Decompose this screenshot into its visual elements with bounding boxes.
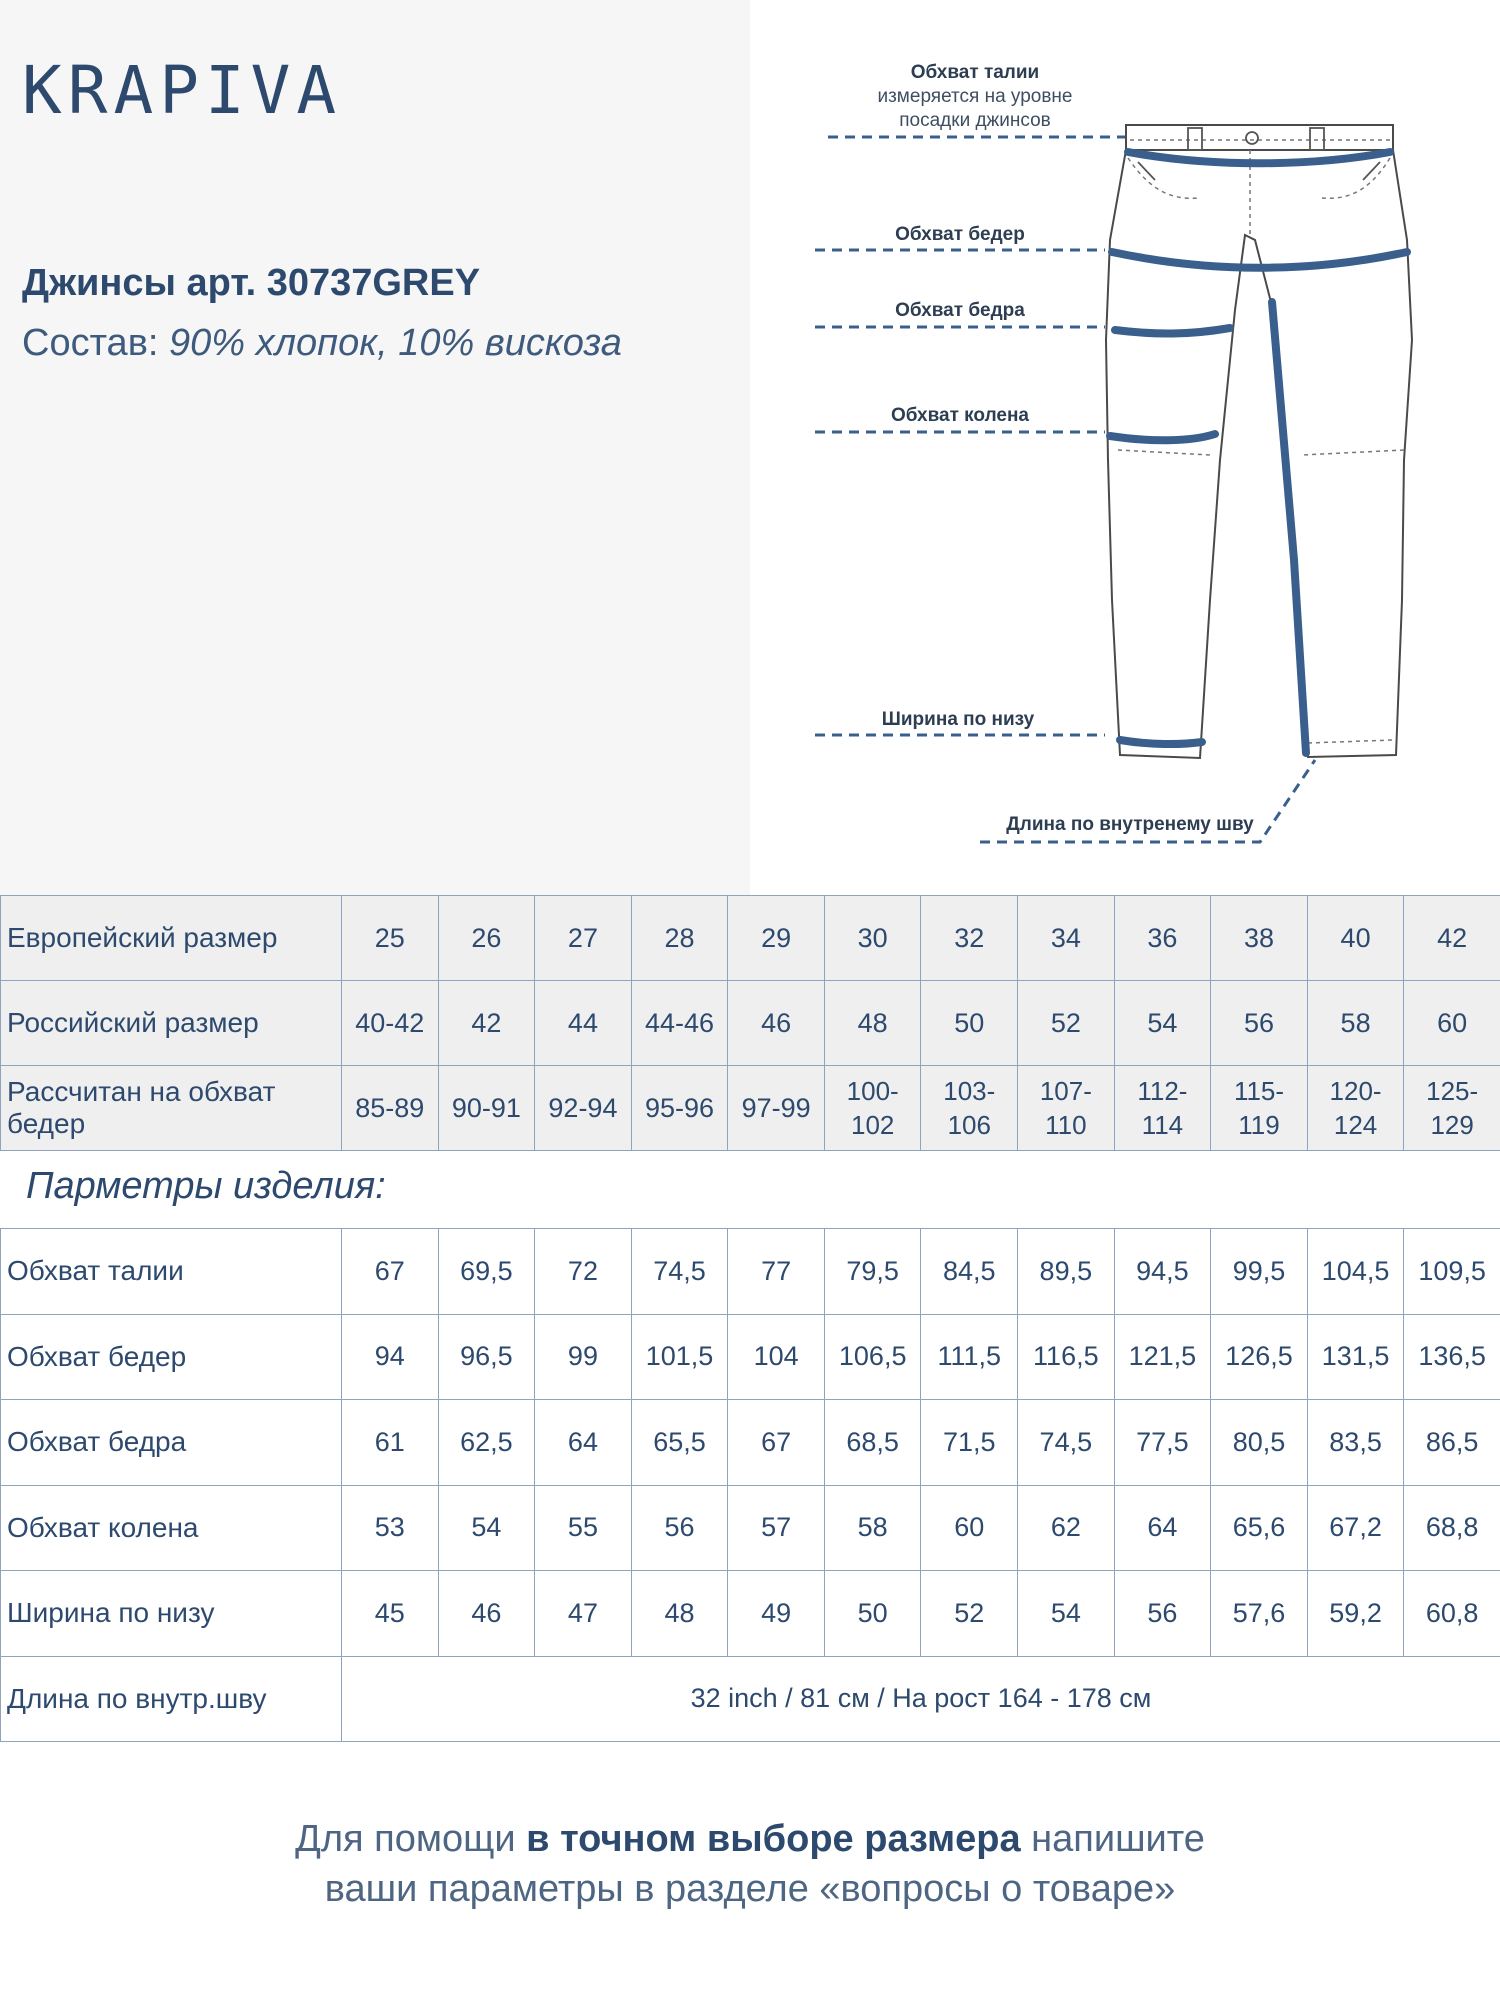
table-cell: 99 <box>535 1314 632 1400</box>
label-hips: Обхват бедер <box>895 224 1025 245</box>
table-cell: 47 <box>535 1571 632 1657</box>
table-cell: 111,5 <box>921 1314 1018 1400</box>
table-cell: 60 <box>921 1485 1018 1571</box>
table-cell: 103- 106 <box>921 1066 1018 1151</box>
table-cell: 67 <box>342 1229 439 1315</box>
row-label: Обхват бедер <box>1 1314 342 1400</box>
label-inseam: Длина по внутренему шву <box>1006 814 1254 835</box>
footer-text-bold: в точном выборе размера <box>526 1818 1021 1860</box>
table-cell: 74,5 <box>631 1229 728 1315</box>
table-cell: 45 <box>342 1571 439 1657</box>
table-cell: 40-42 <box>342 981 439 1066</box>
table-cell: 95-96 <box>631 1066 728 1151</box>
table-cell: 36 <box>1114 896 1211 981</box>
row-label: Рассчитан на обхват бедер <box>1 1066 342 1151</box>
table-cell: 42 <box>438 981 535 1066</box>
inseam-value: 32 inch / 81 см / На рост 164 - 178 см <box>342 1656 1500 1742</box>
table-cell: 60,8 <box>1404 1571 1500 1657</box>
table-cell: 80,5 <box>1211 1400 1308 1486</box>
table-row <box>1 1400 1500 1486</box>
table-cell: 50 <box>921 981 1018 1066</box>
product-title: Джинсы арт. 30737GREY <box>22 262 481 304</box>
table-cell: 69,5 <box>438 1229 535 1315</box>
table-cell: 65,6 <box>1211 1485 1308 1571</box>
table-cell: 65,5 <box>631 1400 728 1486</box>
table-cell: 67,2 <box>1307 1485 1404 1571</box>
table-cell: 56 <box>631 1485 728 1571</box>
table-cell: 46 <box>438 1571 535 1657</box>
composition <box>22 322 622 365</box>
table-cell: 71,5 <box>921 1400 1018 1486</box>
table-cell: 57 <box>728 1485 825 1571</box>
row-label: Обхват колена <box>1 1485 342 1571</box>
table-cell: 136,5 <box>1404 1314 1500 1400</box>
row-label: Обхват бедра <box>1 1400 342 1486</box>
table-cell: 84,5 <box>921 1229 1018 1315</box>
table-cell: 109,5 <box>1404 1229 1500 1315</box>
table-cell: 52 <box>921 1571 1018 1657</box>
table-cell: 120- 124 <box>1307 1066 1404 1151</box>
row-label: Длина по внутр.шву <box>1 1656 342 1742</box>
table-cell: 96,5 <box>438 1314 535 1400</box>
table-cell: 29 <box>728 896 825 981</box>
table-cell: 77,5 <box>1114 1400 1211 1486</box>
row-label: Российский размер <box>1 981 342 1066</box>
table-cell: 55 <box>535 1485 632 1571</box>
table-cell: 59,2 <box>1307 1571 1404 1657</box>
table-cell: 92-94 <box>535 1066 632 1151</box>
label-knee: Обхват колена <box>890 405 1030 426</box>
table-cell: 54 <box>438 1485 535 1571</box>
table-cell: 50 <box>824 1571 921 1657</box>
table-cell: 56 <box>1211 981 1308 1066</box>
table-row <box>1 1066 1500 1151</box>
table-cell: 83,5 <box>1307 1400 1404 1486</box>
table-cell: 72 <box>535 1229 632 1315</box>
table-cell: 79,5 <box>824 1229 921 1315</box>
composition-value: 90% хлопок, 10% вискоза <box>169 322 622 364</box>
table-cell: 42 <box>1404 896 1500 981</box>
table-cell: 67 <box>728 1400 825 1486</box>
table-cell: 90-91 <box>438 1066 535 1151</box>
label-thigh: Обхват бедра <box>895 300 1025 321</box>
table-cell: 54 <box>1018 1571 1115 1657</box>
table-cell: 44-46 <box>631 981 728 1066</box>
table-cell: 28 <box>631 896 728 981</box>
table-cell: 25 <box>342 896 439 981</box>
table-cell: 77 <box>728 1229 825 1315</box>
table-cell: 86,5 <box>1404 1400 1500 1486</box>
table-cell: 131,5 <box>1307 1314 1404 1400</box>
table-cell: 107- 110 <box>1018 1066 1115 1151</box>
table-cell: 64 <box>535 1400 632 1486</box>
footer-text-c: напишите <box>1020 1818 1205 1860</box>
table-cell: 116,5 <box>1018 1314 1115 1400</box>
table-cell: 112- 114 <box>1114 1066 1211 1151</box>
table-cell: 54 <box>1114 981 1211 1066</box>
table-cell: 53 <box>342 1485 439 1571</box>
table-row <box>1 981 1500 1066</box>
table-cell: 27 <box>535 896 632 981</box>
table-cell: 104,5 <box>1307 1229 1404 1315</box>
table-cell: 85-89 <box>342 1066 439 1151</box>
table-cell: 94,5 <box>1114 1229 1211 1315</box>
table-cell: 52 <box>1018 981 1115 1066</box>
table-cell: 58 <box>824 1485 921 1571</box>
table-cell: 32 <box>921 896 1018 981</box>
table-cell: 115- 119 <box>1211 1066 1308 1151</box>
table-cell: 61 <box>342 1400 439 1486</box>
table-cell: 121,5 <box>1114 1314 1211 1400</box>
table-row-inseam <box>1 1656 1500 1742</box>
row-label: Европейский размер <box>1 896 342 981</box>
table-cell: 68,5 <box>824 1400 921 1486</box>
jeans-measurement-diagram <box>790 40 1490 860</box>
table-row <box>1 1571 1500 1657</box>
table-cell: 49 <box>728 1571 825 1657</box>
table-cell: 99,5 <box>1211 1229 1308 1315</box>
table-cell: 30 <box>824 896 921 981</box>
label-waist-note-1: измеряется на уровне <box>877 86 1073 107</box>
table-cell: 74,5 <box>1018 1400 1115 1486</box>
label-waist-note-2: посадки джинсов <box>899 110 1051 131</box>
size-conversion-table <box>0 895 1500 1151</box>
table-cell: 101,5 <box>631 1314 728 1400</box>
table-cell: 46 <box>728 981 825 1066</box>
table-cell: 34 <box>1018 896 1115 981</box>
footer-text-a: Для помощи <box>295 1818 527 1860</box>
label-waist: Обхват талии <box>910 62 1040 83</box>
table-cell: 57,6 <box>1211 1571 1308 1657</box>
brand-logo: KRAPIVA <box>22 52 343 129</box>
product-params-table <box>0 1228 1500 1742</box>
table-cell: 89,5 <box>1018 1229 1115 1315</box>
table-cell: 38 <box>1211 896 1308 981</box>
table-row <box>1 896 1500 981</box>
table-row <box>1 1485 1500 1571</box>
table-cell: 40 <box>1307 896 1404 981</box>
row-label: Обхват талии <box>1 1229 342 1315</box>
table-cell: 56 <box>1114 1571 1211 1657</box>
table-cell: 64 <box>1114 1485 1211 1571</box>
table-cell: 26 <box>438 896 535 981</box>
params-heading: Парметры изделия: <box>26 1165 386 1207</box>
footer-line-1 <box>0 1818 1500 1861</box>
table-cell: 62,5 <box>438 1400 535 1486</box>
table-cell: 62 <box>1018 1485 1115 1571</box>
table-cell: 106,5 <box>824 1314 921 1400</box>
table-cell: 97-99 <box>728 1066 825 1151</box>
table-cell: 48 <box>631 1571 728 1657</box>
table-row <box>1 1229 1500 1315</box>
table-cell: 44 <box>535 981 632 1066</box>
table-cell: 100- 102 <box>824 1066 921 1151</box>
label-hem: Ширина по низу <box>881 709 1035 730</box>
table-cell: 94 <box>342 1314 439 1400</box>
table-cell: 60 <box>1404 981 1500 1066</box>
footer-line-2: ваши параметры в разделе «вопросы о товаре» <box>324 1868 1176 1910</box>
composition-label: Состав: <box>22 322 159 364</box>
table-cell: 125- 129 <box>1404 1066 1500 1151</box>
table-cell: 104 <box>728 1314 825 1400</box>
table-cell: 58 <box>1307 981 1404 1066</box>
row-label: Ширина по низу <box>1 1571 342 1657</box>
top-panel <box>0 0 750 895</box>
table-cell: 126,5 <box>1211 1314 1308 1400</box>
table-row <box>1 1314 1500 1400</box>
table-cell: 48 <box>824 981 921 1066</box>
table-cell: 68,8 <box>1404 1485 1500 1571</box>
